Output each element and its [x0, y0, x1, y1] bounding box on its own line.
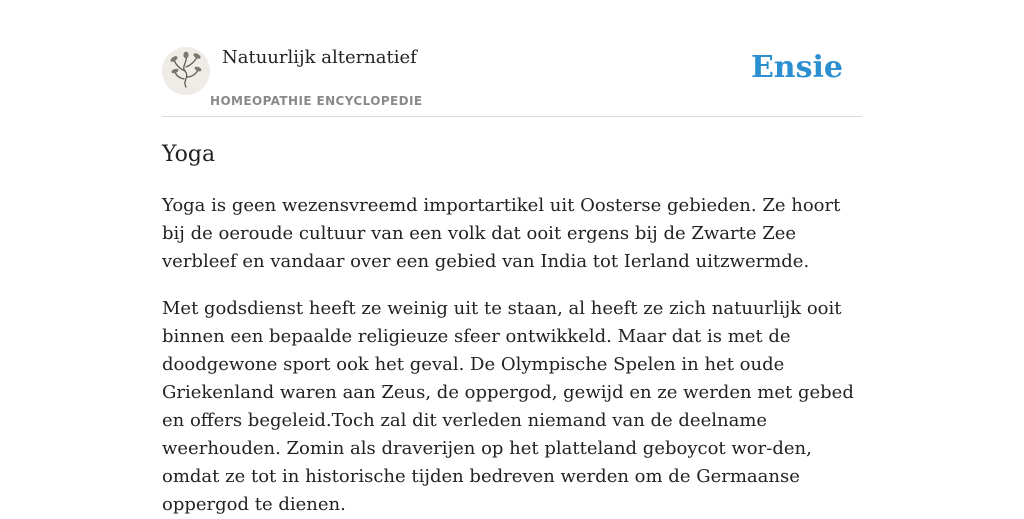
site-name[interactable]: Natuurlijk alternatief — [222, 47, 417, 68]
ensie-brand-link[interactable]: Ensie — [750, 50, 843, 85]
article-title: Yoga — [162, 142, 216, 167]
article — [162, 140, 862, 519]
article-paragraph: Met godsdienst heeft ze weinig uit te staan, al heeft ze zich natuurlijk ooit binnen een bepaalde religieuze sfeer ontwikkeld. Maar dat is met de doodgewone sport ook het geval. De Olympische Spelen in het oude Griekenland waren aan Zeus, de oppergod, gewijd en ze werden met gebed en offers begeleid.Toch zal dit verleden niemand van de deelname weerhouden. Zomin als draverijen op het platteland geboycot wor-den, omdat ze tot in historische tijden bedreven werden om de Germaanse oppergod te dienen. — [162, 298, 854, 515]
article-paragraph: Yoga is geen wezensvreemd importartikel uit Oosterse gebieden. Ze hoort bij de oeroude cultuur van een volk dat ooit ergens bij de Zwarte Zee verbleef en vandaar over een gebied van India tot Ierland uitzwermde. — [162, 195, 841, 272]
site-header — [162, 44, 862, 117]
site-subtitle: HOMEOPATHIE ENCYCLOPEDIE — [210, 94, 423, 108]
herbal-plant-logo-icon[interactable] — [162, 47, 210, 95]
